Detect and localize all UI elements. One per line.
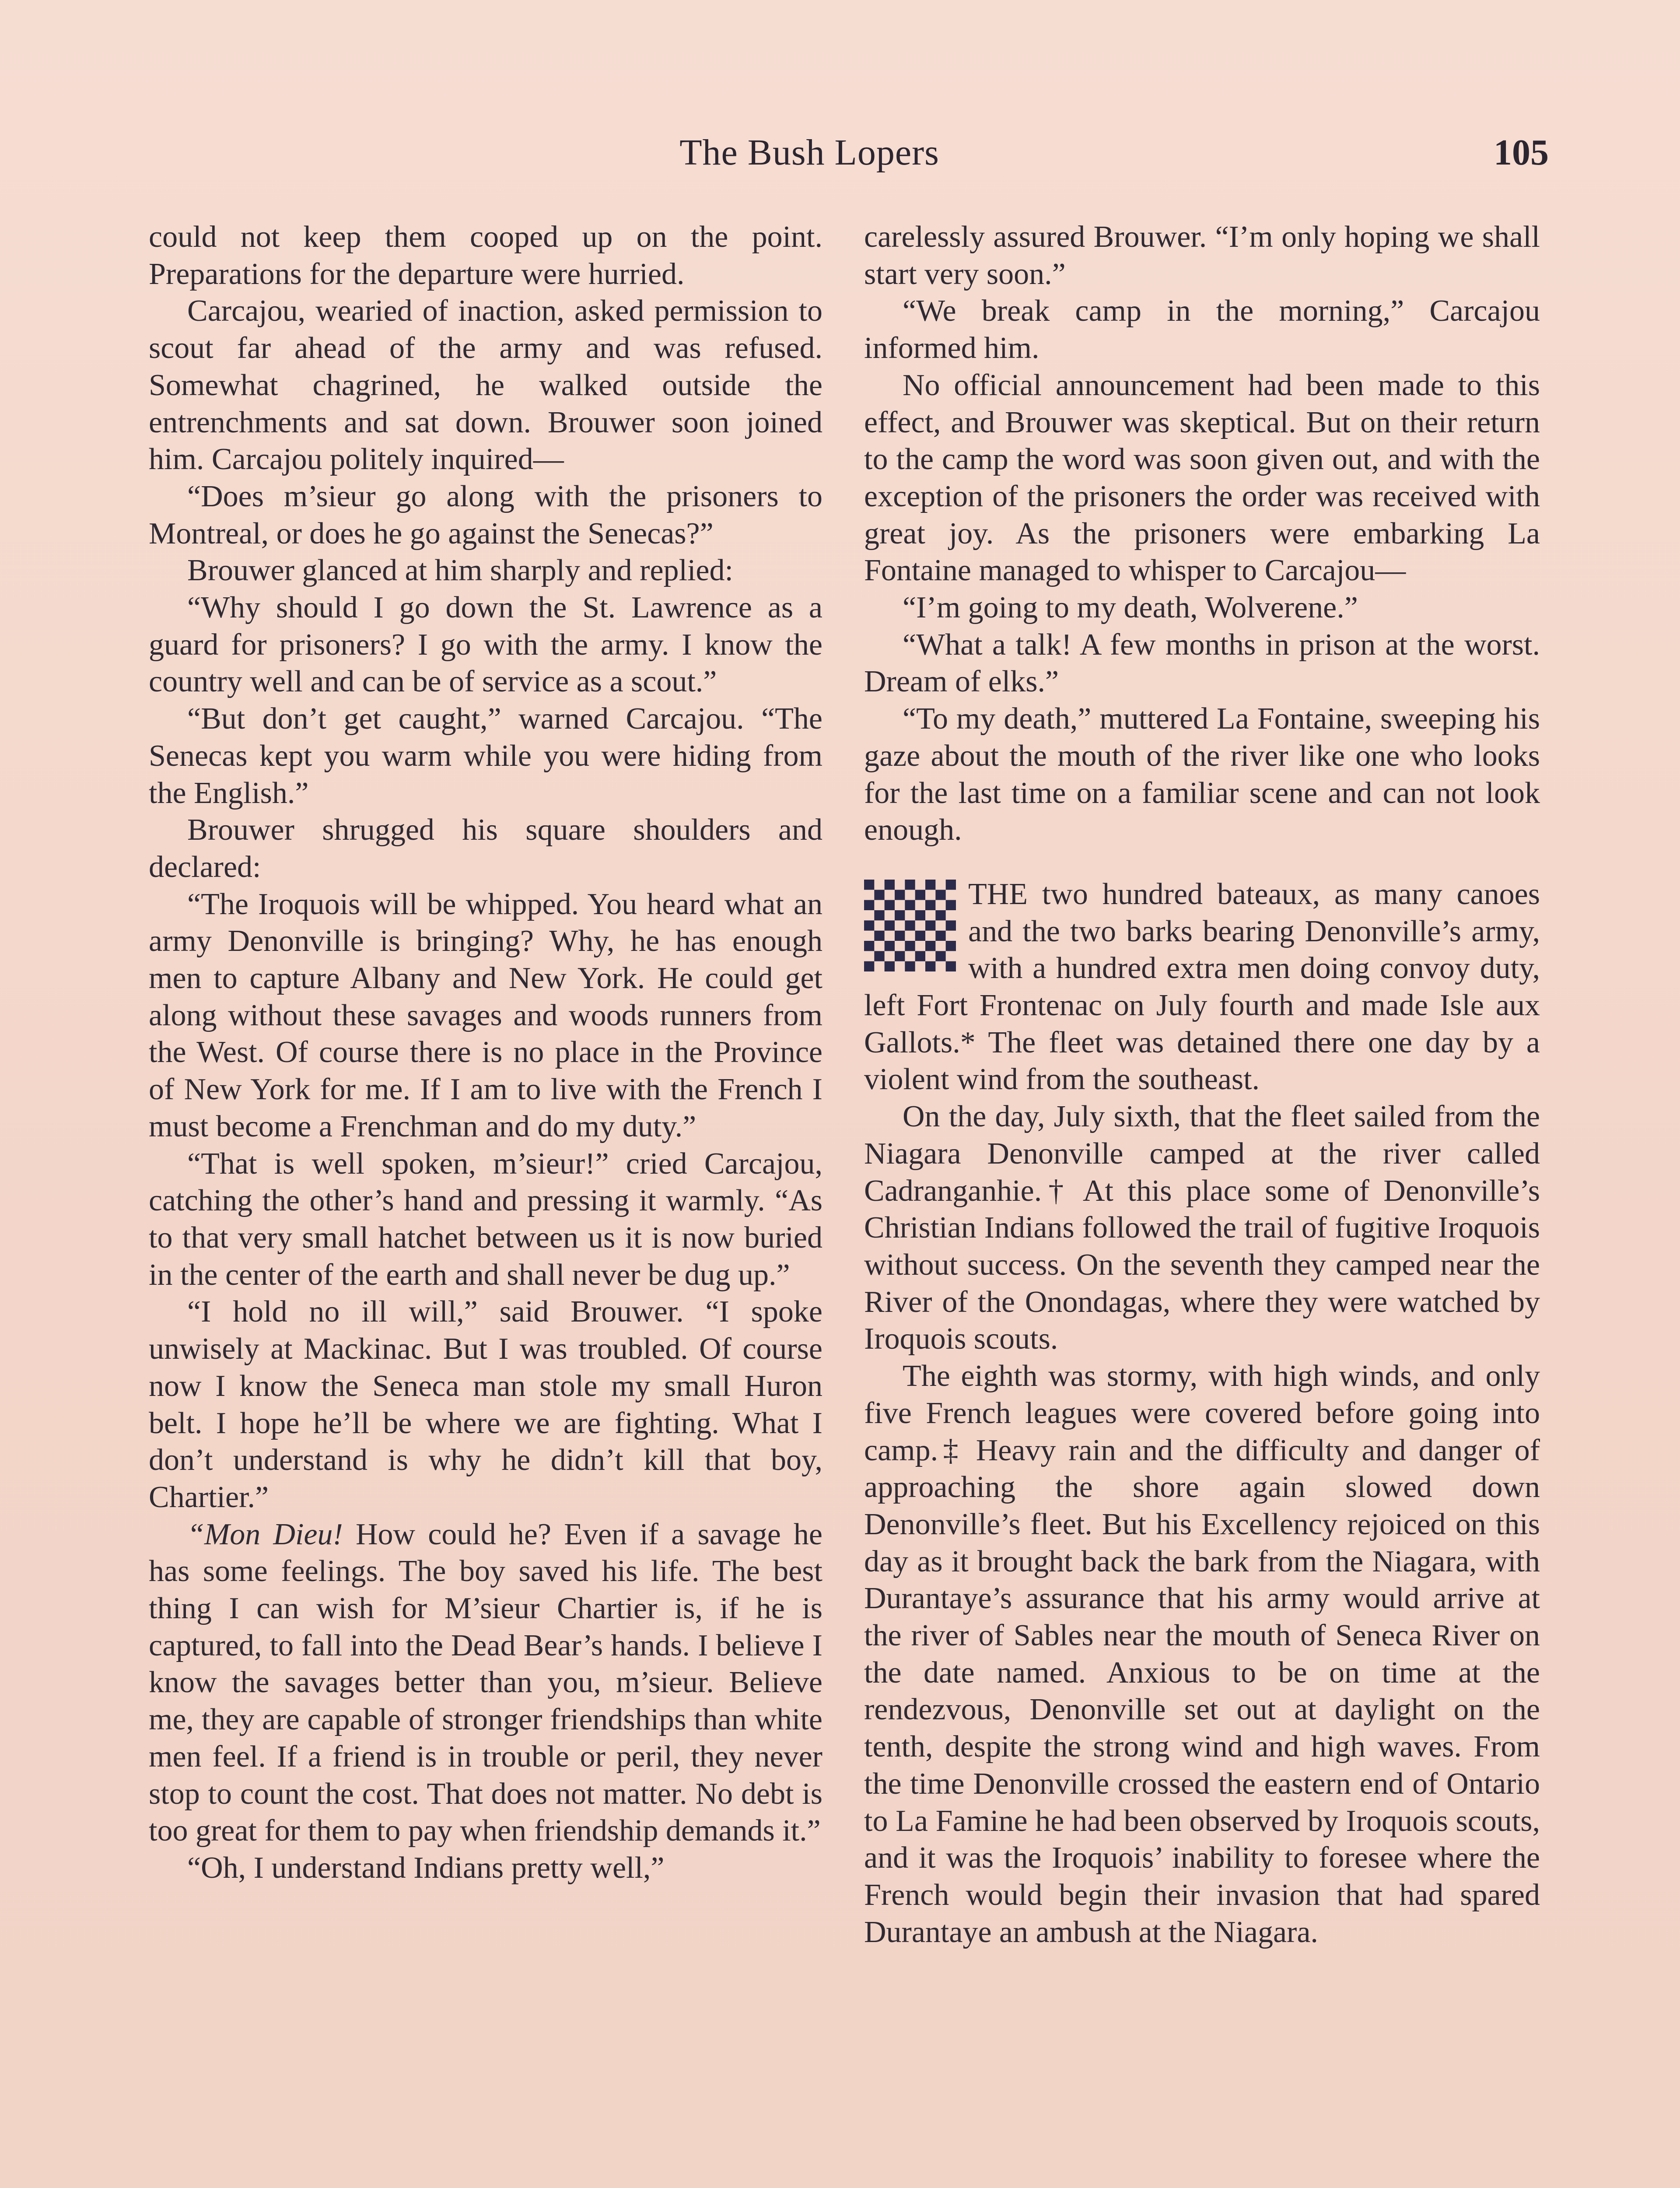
paragraph-text: How could he? Even if a savage he has some feelings. The boy saved his life. The best thing I can wish for M’sieur Chartier is, if he is captured, to fall into the Dead Bear’s hands. I believe I know the savages better than you, m’sieur. Believe me, they are capable of stronger friendships than white men feel. If a friend is in trouble or peril, they never stop to count the cost. That does not matter. No debt is too great for them to pay when friendship demands it.” (149, 1517, 823, 1848)
paragraph: could not keep them cooped up on the point. Preparations for the departure were hurried. (149, 220, 822, 291)
paragraph: “I’m going to my death, Wolverene.” (903, 591, 1358, 625)
running-header-title: The Bush Lopers (679, 132, 939, 173)
checkered-dropcap-ornament-icon (864, 880, 956, 971)
paragraph: The eighth was stormy, with high winds, and only five French leagues were covered before going into camp.‡ Heavy rain and the difficulty and danger of approaching the shore again slowed down Denonville’s fleet. But his Excellency rejoiced on this day as it brought back the bark from the Niagara, with Durantaye’s assurance that his army would arrive at the river of Sables near the mouth of Seneca River on the date named. Anxious to be on time at the rendezvous, Denonville set out at daylight on the tenth, despite the strong wind and high waves. From the time Denonville crossed the eastern end of Ontario to La Famine he had been observed by Iroquois scouts, and it was the Iroquois’ inability to foresee where the French would begin their invasion that had spared Durantaye an ambush at the Niagara. (864, 1359, 1540, 1949)
paragraph: carelessly assured Brouwer. “I’m only hoping we shall start very soon.” (864, 220, 1540, 291)
paragraph (149, 1516, 822, 1850)
paragraph: “What a talk! A few months in prison at the worst. Dream of elks.” (864, 628, 1540, 699)
paragraph: “I hold no ill will,” said Brouwer. “I spoke unwisely at Mackinac. But I was troubled. Of course now I know the Seneca man stole my small Huron belt. I hope he’ll be where we are fighting. What I don’t understand is why he didn’t kill that boy, Chartier.” (149, 1295, 822, 1514)
paragraph: THE two hundred bateaux, as many canoes and the two barks bearing Denonville’s army, with a hundred extra men doing convoy duty, left Fort Frontenac on July fourth and made Isle aux Gallots.* The fleet was detained there one day by a violent wind from the southeast. (864, 877, 1540, 1097)
paragraph: Brouwer shrugged his square shoulders and declared: (149, 813, 822, 884)
paragraph: “The Iroquois will be whipped. You heard what an army Denonville is bringing? Why, he has enough men to capture Albany and New York. He could get along without these savages and woods runners from the West. Of course there is no place in the Province of New York for me. If I am to live with the French I must become a Frenchman and do my duty.” (149, 887, 822, 1143)
italic-exclamation: “Mon Dieu! (187, 1517, 343, 1551)
paragraph: “But don’t get caught,” warned Carcajou. “The Senecas kept you warm while you were hiding from the English.” (149, 702, 822, 810)
paragraph: “Does m’sieur go along with the prisoners to Montreal, or does he go against the Senecas?” (149, 479, 822, 551)
section-break (864, 876, 1540, 1951)
paragraph: “That is well spoken, m’sieur!” cried Carcajou, catching the other’s hand and pressing it warmly. “As to that very small hatchet between us it is now buried in the center of the earth and shall never be dug up.” (149, 1147, 822, 1292)
paragraph: “We break camp in the morning,” Carcajou informed him. (864, 294, 1540, 365)
right-column (864, 219, 1540, 2188)
page-number: 105 (1494, 132, 1549, 173)
paragraph: “Oh, I understand Indians pretty well,” (187, 1851, 665, 1885)
paragraph: Carcajou, wearied of inaction, asked permission to scout far ahead of the army and was refused. Somewhat chagrined, he walked outside the entrenchments and sat down. Brouwer soon joined him. Carcajou politely inquired— (149, 294, 822, 477)
paragraph: “Why should I go down the St. Lawrence as a guard for prisoners? I go with the army. I know the country well and can be of service as a scout.” (149, 591, 822, 699)
paragraph: No official announcement had been made to this effect, and Brouwer was skeptical. But on their return to the camp the word was soon given out, and with the exception of the prisoners the order was received with great joy. As the prisoners were embarking La Fontaine managed to whisper to Carcajou— (864, 368, 1540, 588)
paragraph: On the day, July sixth, that the fleet sailed from the Niagara Denonville camped at the river called Cadranganhie.† At this place some of Denonville’s Christian Indians followed the trail of fugitive Iroquois without success. On the seventh they camped near the River of the Onondagas, where they were watched by Iroquois scouts. (864, 1100, 1540, 1356)
left-column (149, 219, 822, 2188)
paragraph: Brouwer glanced at him sharply and replied: (187, 554, 733, 588)
paragraph: “To my death,” muttered La Fontaine, sweeping his gaze about the mouth of the river like one who looks for the last time on a familiar scene and can not look enough. (864, 702, 1540, 847)
